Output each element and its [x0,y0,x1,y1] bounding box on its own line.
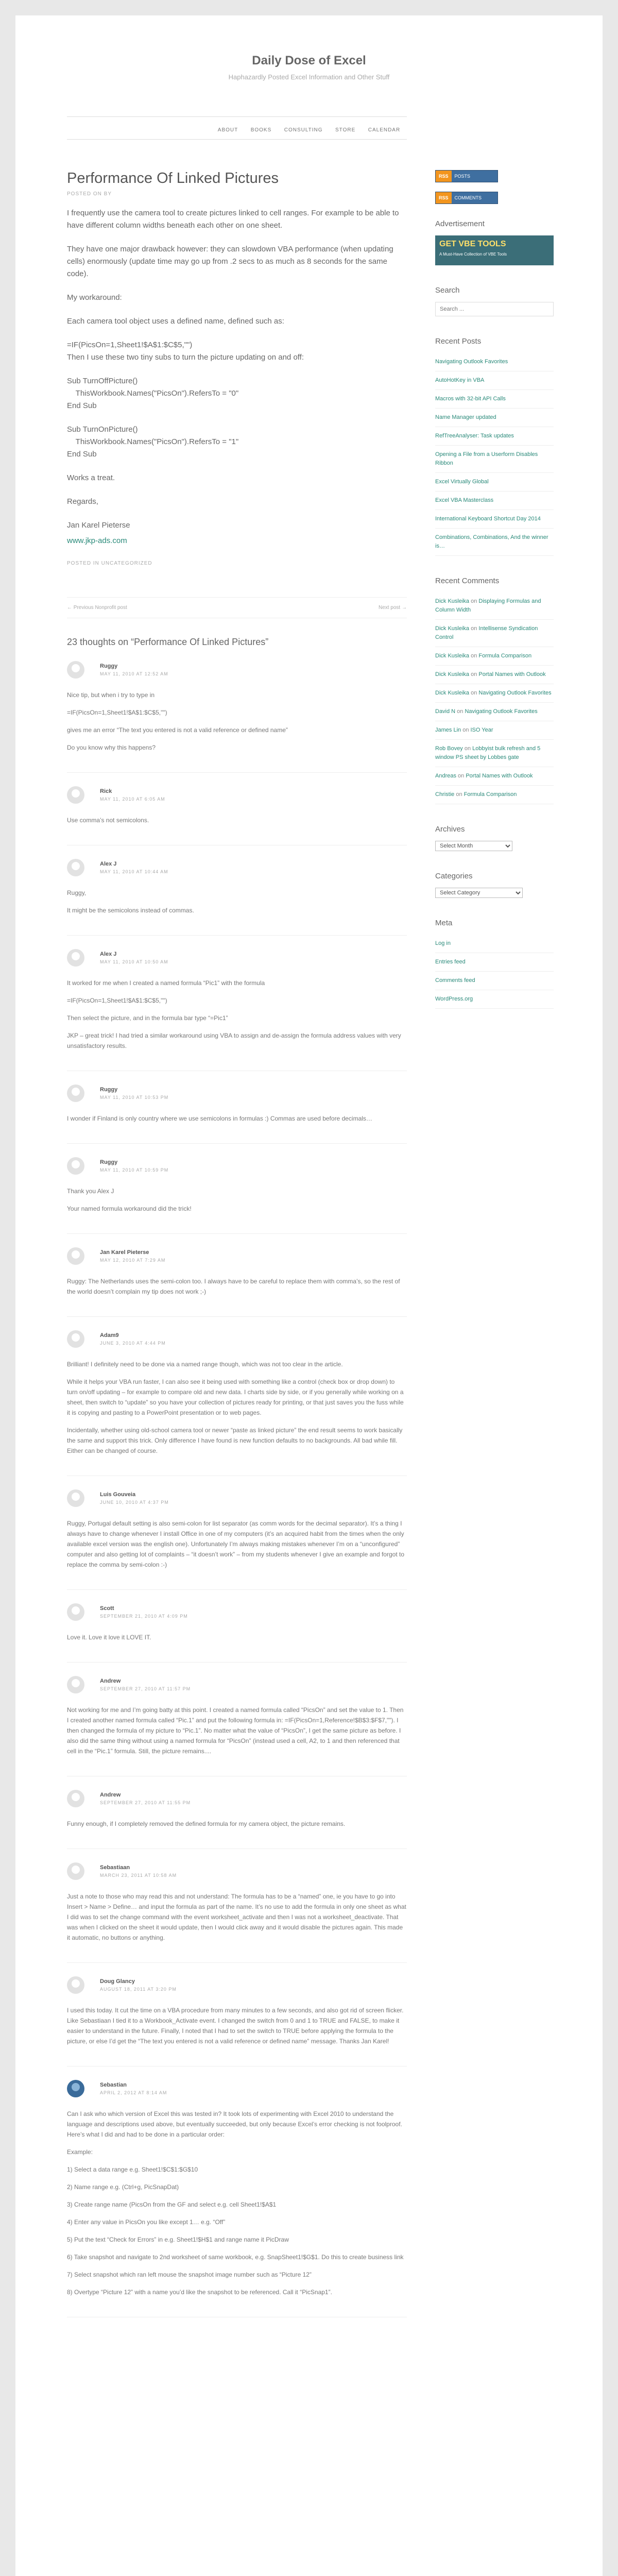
comment-body [67,2109,407,2297]
recent-comment-author[interactable]: David N [435,708,456,715]
comment-body [67,1819,407,1829]
recent-comment-separator: on [469,625,479,632]
comment-paragraph: 1) Select a data range e.g. Sheet1!$C$1:$G$10 [67,2166,198,2173]
recent-comment-author[interactable]: Dick Kusleika [435,653,470,659]
post-code-turn-off: Sub TurnOffPicture() ThisWorkbook.Names("PicsOn").RefersTo = "0" End Sub [67,377,239,410]
comment-paragraph: Ruggy, [67,889,87,896]
rss-icon: RSS [436,171,452,182]
recent-comment-separator: on [469,671,479,677]
comment-date[interactable]: MAY 11, 2010 AT 10:53 PM [100,1095,169,1100]
comment-author[interactable]: Andrew [100,1678,121,1684]
avatar [67,661,84,679]
recent-comment-item [435,721,554,740]
recent-comment-post[interactable]: Navigating Outlook Favorites [478,690,552,696]
meta-link[interactable]: Log in [435,935,554,953]
comment-body [67,1276,407,1297]
header-divider [67,116,407,117]
comment-body [67,1359,407,1456]
recent-comment-post[interactable]: Intellisense Syndication Control [435,625,538,640]
comment [67,1590,407,1663]
recent-comment-separator: on [455,708,465,715]
rss-comments-badge[interactable] [435,192,498,204]
comment-paragraph: Ruggy, Portugal default setting is also semi-colon for list separator (as comm words for the decimal separator). It’s a thing I always have to change whenever I install Office in one of my computers (it’s an acquired habit from the times when the only available excel version was the english one). Unfortunately I’m always making mistakes whenever I’m on a “unconfigured” computer and also getting lot of complaints – “it doesn’t work” – from my students whenever I give an example and forgot to replace the comma by semi-colon :-) [67,1520,405,1568]
comment-body [67,815,407,825]
comment [67,1476,407,1590]
avatar [67,1676,84,1693]
comment [67,1776,407,1849]
recent-post-link[interactable]: International Keyboard Shortcut Day 2014 [435,510,554,529]
comment-paragraph: Not working for me and I’m going batty at this point. I created a named formula called “PicsOn” and set the value to 1. Then I created another named formula called “Pic.1” and put the following formula in: =IF(PicsOn=1,Reference!$B$3:$F$7,""). I then changed the formula of my picture to “Pic.1”. No matter what the value of “PicsOn”, I get the same picture as before. I also did the same thing without using a named formula for “PicsOn” (instead used a cell, A2, to 1 and then referenced that cell in the “Pic.1” formula. Still, the picture remains.... [67,1706,404,1755]
comment-paragraph: 6) Take snapshot and navigate to 2nd worksheet of same workbook, e.g. SnapSheet1!$G$1. Do this to create business link [67,2253,404,2261]
recent-comment-author[interactable]: James Lin [435,727,461,733]
comment [67,936,407,1071]
page [15,15,603,2576]
comment-paragraph: 8) Overtype “Picture 12” with a name you’d like the snapshot to be referenced. Call it “PicSnap1”. [67,2289,332,2296]
comment-paragraph: 7) Select snapshot which ran left mouse the snapshot image number such as “Picture 12” [67,2271,312,2278]
recent-comment-post[interactable]: Displaying Formulas and Column Width [435,598,541,613]
comment-body [67,1113,407,1124]
post-code-turn-on: Sub TurnOnPicture() ThisWorkbook.Names("PicsOn").RefersTo = "1" End Sub [67,425,239,459]
recent-comment-item [435,703,554,721]
comment-paragraph: 3) Create range name (PicsOn from the GF and select e.g. cell Sheet1!$A$1 [67,2201,277,2208]
comment-author[interactable]: Scott [100,1605,114,1612]
recent-comment-author[interactable]: Dick Kusleika [435,625,470,632]
recent-comment-post[interactable]: Portal Names with Outlook [466,773,533,779]
recent-post-link[interactable]: Navigating Outlook Favorites [435,353,554,371]
comment-author[interactable]: Ruggy [100,1087,118,1093]
recent-comment-separator: on [469,598,479,604]
recent-post-link[interactable]: AutoHotKey in VBA [435,371,554,390]
recent-post-link[interactable]: Macros with 32-bit API Calls [435,390,554,409]
recent-comment-author[interactable]: Rob Bovey [435,745,463,752]
recent-comment-post[interactable]: ISO Year [470,727,493,733]
previous-post-link[interactable]: ← Previous Nonprofit post [67,605,127,611]
comment-paragraph: Ruggy: The Netherlands uses the semi-colon too. I always have to be careful to replace them with comma’s, so the rest of the world doesn’t complain my tip does not work ;-) [67,1278,400,1295]
comments-list [67,648,407,2317]
rss-comments-widget [435,192,554,204]
comment-date[interactable]: MAY 11, 2010 AT 12:52 AM [100,671,168,676]
rss-icon: RSS [436,192,452,204]
comment-body [67,888,407,916]
posted-in[interactable]: POSTED IN UNCATEGORIZED [67,561,152,566]
comment [67,1663,407,1776]
post-meta: POSTED ON BY [67,191,112,197]
recent-comment-item [435,740,554,767]
comment-info [100,2082,167,2095]
avatar [67,1790,84,1807]
comment-author[interactable]: Jan Karel Pieterse [100,1249,149,1256]
comment-header [67,859,407,876]
recent-comment-item [435,647,554,666]
comment-paragraph: While it helps your VBA run faster, I can also see it being used with something like a control (check box or drop down) to turn on/off updating – for example to compare old and new data. I charts side by side, or if you generally while working on a sheet, then switch to “update” so you have your collection of pictures ready for printing, or that just saves you the fuss while it is copying and pasting to a PowerPoint presentation or to web pages. [67,1378,404,1416]
recent-comment-post[interactable]: Navigating Outlook Favorites [465,708,538,715]
post-navigation [67,597,407,618]
rss-posts-label: POSTS [454,174,471,179]
recent-comment-separator: on [454,791,464,798]
site-tagline: Haphazardly Posted Excel Information and Other Stuff [228,73,390,81]
recent-comment-item [435,592,554,620]
comment [67,1849,407,1963]
comment-date[interactable]: SEPTEMBER 27, 2010 AT 11:57 PM [100,1686,191,1691]
comment-info [100,788,165,802]
avatar [67,1330,84,1348]
recent-comment-author[interactable]: Andreas [435,773,456,779]
search-widget [435,286,554,316]
comment [67,648,407,773]
comment-body [67,1186,407,1214]
post-code-formula: =IF(PicsOn=1,Sheet1!$A$1:$C$5,"") Then I use these two tiny subs to turn the picture updating on and off: [67,341,304,362]
recent-post-link[interactable]: Opening a File from a Userform Disables Ribbon [435,446,554,473]
recent-post-link[interactable]: Name Manager updated [435,409,554,427]
comment-header [67,1976,407,1994]
comment-author[interactable]: Rick [100,788,112,794]
post-paragraph: Each camera tool object uses a defined name, defined such as: [67,317,284,326]
comment-header [67,1247,407,1265]
recent-comment-separator: on [462,745,473,752]
post-paragraph: Works a treat. [67,473,115,482]
search-title: Search [435,286,460,295]
comment [67,1317,407,1476]
avatar [67,2080,84,2097]
comment-header [67,2080,407,2097]
comment-body [67,1705,407,1756]
avatar [67,1084,84,1102]
archives-select[interactable] [435,841,512,851]
comment-body [67,978,407,1051]
avatar [67,949,84,967]
comment-paragraph: JKP – great trick! I had tried a similar workaround using VBA to assign and de-assign the formula address values with very unsatisfactory results. [67,1032,401,1049]
nav-item-books[interactable]: BOOKS [250,127,272,133]
comment-paragraph: Your named formula workaround did the trick! [67,1205,192,1212]
comment-author[interactable]: Sebastian [100,2082,127,2088]
comment-date[interactable]: JUNE 3, 2010 AT 4:44 PM [100,1341,166,1346]
meta-link[interactable]: WordPress.org [435,990,554,1009]
avatar [67,1603,84,1621]
comment-body [67,1891,407,1943]
recent-comment-author[interactable]: Dick Kusleika [435,671,470,677]
comments-title: 23 thoughts on “Performance Of Linked Pictures” [67,637,269,647]
comment-paragraph: I used this today. It cut the time on a VBA procedure from many minutes to a few seconds, and also got rid of screen flicker. Like Sebastiaan I tied it to a Workbook_Activate event. I changed the switch from 0 and 1 to TRUE and FALSE, to make it easier to understand in the future. Finally, I noted that I had to set the switch to TRUE before applying the formula to the picture, or else I’d get the “The text you entered is not a valid reference or defined name” message. Thanks Jan Karel! [67,2007,404,2045]
avatar [67,1157,84,1175]
comment-paragraph: Incidentally, whether using old-school camera tool or newer “paste as linked picture” the end result seems to work basically the same and support this trick. Only difference I have found is new function defaults to no backgrounds. All bad while fill. Either can be changed of course. [67,1427,403,1454]
search-input[interactable] [435,302,554,316]
comment-info [100,1159,168,1173]
comment-body [67,1632,407,1642]
recent-comment-item [435,786,554,804]
advertisement-title: Advertisement [435,219,485,228]
comment-header [67,1790,407,1807]
comment-header [67,1676,407,1693]
comment-info [100,663,168,676]
comment-date[interactable]: APRIL 2, 2012 AT 8:14 AM [100,2090,167,2095]
post-paragraph: My workaround: [67,293,122,302]
comment [67,1963,407,2066]
comment-paragraph: gives me an error “The text you entered is not a valid reference or defined name” [67,726,288,734]
banner-title: GET VBE TOOLS [439,240,506,248]
comment-date[interactable]: AUGUST 18, 2011 AT 3:20 PM [100,1987,177,1992]
comment-author[interactable]: Ruggy [100,663,118,669]
recent-comment-item [435,684,554,703]
recent-posts-title: Recent Posts [435,337,482,346]
comment-paragraph: 4) Enter any value in PicsOn you like except 1… e.g. “Off” [67,2218,226,2226]
avatar [67,859,84,876]
comment-paragraph: Funny enough, if I completely removed the defined formula for my camera object, the picture remains. [67,1820,346,1827]
rss-posts-widget [435,170,554,182]
recent-comment-separator: on [456,773,466,779]
comment-author[interactable]: Alex J [100,861,117,867]
comment-header [67,786,407,804]
categories-title: Categories [435,872,473,880]
comment-paragraph: It might be the semicolons instead of commas. [67,907,194,914]
comment-paragraph: =IF(PicsOn=1,Sheet1!$A$1:$C$5,"") [67,997,167,1004]
recent-comments-title: Recent Comments [435,577,500,585]
avatar [67,1247,84,1265]
comment-author[interactable]: Sebastiaan [100,1865,130,1871]
recent-post-link[interactable]: Combinations, Combinations, And the winner is… [435,529,554,556]
avatar [67,1489,84,1507]
comment-author[interactable]: Luis Gouveia [100,1492,136,1498]
post-title: Performance Of Linked Pictures [67,170,279,187]
comment-date[interactable]: MAY 11, 2010 AT 10:50 AM [100,959,168,964]
avatar [67,1862,84,1880]
comment-body [67,2005,407,2046]
comment-date[interactable]: MAY 12, 2010 AT 7:29 AM [100,1258,166,1263]
meta-links-list [435,935,554,1009]
comment-header [67,949,407,967]
comment-date[interactable]: SEPTEMBER 27, 2010 AT 11:55 PM [100,1800,191,1805]
comment-body [67,690,407,753]
recent-comment-author[interactable]: Dick Kusleika [435,690,470,696]
comment-date[interactable]: MAY 11, 2010 AT 10:44 AM [100,869,168,874]
main-nav [15,125,603,134]
sidebar [435,170,554,1029]
site-header [15,15,603,81]
rss-posts-badge[interactable] [435,170,498,182]
recent-post-link[interactable]: Excel Virtually Global [435,473,554,492]
comment-date[interactable]: JUNE 10, 2010 AT 4:37 PM [100,1500,169,1505]
site-title[interactable]: Daily Dose of Excel [252,54,366,67]
meta-widget [435,919,554,1009]
comment-date[interactable]: MAY 11, 2010 AT 6:05 AM [100,796,165,802]
comment [67,845,407,936]
meta-link[interactable]: Entries feed [435,953,554,972]
comment-author[interactable]: Andrew [100,1792,121,1798]
avatar [67,786,84,804]
comment-info [100,1249,165,1263]
post-author-link[interactable]: www.jkp-ads.com [67,536,127,545]
next-post-link[interactable]: Next post → [378,605,407,611]
avatar [67,1976,84,1994]
comment-paragraph: Just a note to those who may read this and not understand: The formula has to be a “named” one, ie you have to go into Insert > Name > Define… and input the formula as part of the name. It’s no use to add the formula in only one sheet as what I did was to set the change command with the event worksheet_activate and then I was not a worksheet_deactivate. That was when I clicked on the sheet it would update, then I would click away and it would disable the pictures again. This made it automatic, no buttons or anything. [67,1893,406,1941]
banner-subtitle: A Must-Have Collection of VBE Tools [439,252,507,257]
recent-comments-widget [435,577,554,804]
comment-paragraph: Nice tip, but when i try to type in [67,691,155,699]
comment-info [100,1332,166,1346]
rss-comments-label: COMMENTS [454,195,482,200]
post-paragraph: Regards, [67,497,98,506]
recent-posts-widget [435,337,554,556]
categories-widget [435,872,554,898]
nav-item-calendar[interactable]: CALENDAR [368,127,401,133]
meta-title: Meta [435,919,453,927]
comment-info [100,1865,177,1878]
comment-paragraph: =IF(PicsOn=1,Sheet1!$A$1:$C$5,"") [67,709,167,716]
recent-comment-separator: on [469,690,479,696]
archives-widget [435,825,554,851]
post-paragraph: They have one major drawback however: they can slowdown VBA performance (when updating cells) enormously (update time may go up from .2 secs to as much as 8 seconds for the same code). [67,245,393,278]
comment-paragraph: I wonder if Finland is only country where we use semicolons in formulas :) Commas are used before decimals… [67,1115,372,1122]
comment-paragraph: Can I ask who which version of Excel this was tested in? It took lots of experimenting with Excel 2010 to understand the language and descriptions used above, but eventually succeeded, but only because Excel’s error checking is not foolproof. Here’s what I did and had to be done in a particular order: [67,2110,402,2138]
recent-comment-item [435,666,554,684]
comment-info [100,951,168,964]
comment-paragraph: 2) Name range e.g. (Ctrl+g, PicSnapDat) [67,2183,179,2191]
comment-author[interactable]: Doug Glancy [100,1978,135,1985]
recent-comment-post[interactable]: Formula Comparison [478,653,532,659]
comment [67,2066,407,2317]
comment-paragraph: Then select the picture, and in the formula bar type “=Pic1” [67,1014,228,1022]
comment-author[interactable]: Alex J [100,951,117,957]
comment [67,1071,407,1144]
recent-comments-list [435,592,554,804]
recent-comment-post[interactable]: Formula Comparison [464,791,517,798]
comment-paragraph: Do you know why this happens? [67,744,156,751]
main-content [67,170,407,2317]
comment-author[interactable]: Adam9 [100,1332,119,1338]
comment-body [67,1518,407,1570]
comment-paragraph: Thank you Alex J [67,1188,114,1195]
comment-header [67,1084,407,1102]
comment-info [100,1492,169,1505]
comment-header [67,1603,407,1621]
comment-author[interactable]: Ruggy [100,1159,118,1165]
recent-post-link[interactable]: Excel VBA Masterclass [435,492,554,510]
comment-header [67,1157,407,1175]
recent-comment-author[interactable]: Christie [435,791,455,798]
comment-paragraph: Love it. Love it love it LOVE IT. [67,1634,151,1641]
recent-comment-separator: on [469,653,479,659]
recent-comment-item [435,767,554,786]
post-paragraph: I frequently use the camera tool to create pictures linked to cell ranges. For example to be able to have different column widths beneath each other on one sheet. [67,209,399,230]
recent-comment-separator: on [461,727,471,733]
comment [67,1234,407,1317]
comment-info [100,1087,168,1100]
vbe-tools-banner[interactable] [435,235,554,265]
archives-title: Archives [435,825,465,834]
recent-posts-list [435,353,554,556]
comment-info [100,1605,188,1619]
comment-header [67,1862,407,1880]
comment-date[interactable]: SEPTEMBER 21, 2010 AT 4:09 PM [100,1614,188,1619]
categories-select[interactable] [435,888,523,898]
comment-paragraph: Example: [67,2148,93,2156]
recent-comment-item [435,620,554,647]
recent-comment-author[interactable]: Dick Kusleika [435,598,470,604]
comment-header [67,661,407,679]
comment-info [100,1678,191,1691]
post-body [67,207,407,547]
comment-info [100,1792,191,1805]
comment-header [67,1330,407,1348]
recent-comment-post[interactable]: Portal Names with Outlook [478,671,546,677]
comment-paragraph: It worked for me when I created a named formula “Pic1” with the formula [67,979,265,987]
comment-header [67,1489,407,1507]
comment-paragraph: 5) Put the text “Check for Errors” in e.g. Sheet1!$H$1 and range name it PicDraw [67,2236,289,2243]
comment-paragraph: Brilliant! I definitely need to be done via a named range though, which was not too clear in the article. [67,1361,343,1368]
comment [67,1144,407,1234]
comment-date[interactable]: MAY 11, 2010 AT 10:59 PM [100,1167,169,1173]
comment-paragraph: Use comma’s not semicolons. [67,817,149,824]
comment-info [100,861,168,874]
nav-item-consulting[interactable]: CONSULTING [284,127,323,133]
nav-item-store[interactable]: STORE [335,127,356,133]
comment [67,773,407,845]
recent-comment-post[interactable]: Lobbyist bulk refresh and 5 window PS sheet by Lobbes gate [435,745,541,760]
nav-divider [67,139,407,140]
post-author: Jan Karel Pieterse [67,521,130,530]
meta-link[interactable]: Comments feed [435,972,554,990]
nav-item-about[interactable]: ABOUT [217,127,238,133]
comment-info [100,1978,177,1992]
recent-post-link[interactable]: RefTreeAnalyser: Task updates [435,427,554,446]
advertisement-widget [435,219,554,265]
comment-date[interactable]: MARCH 23, 2011 AT 10:58 AM [100,1873,177,1878]
